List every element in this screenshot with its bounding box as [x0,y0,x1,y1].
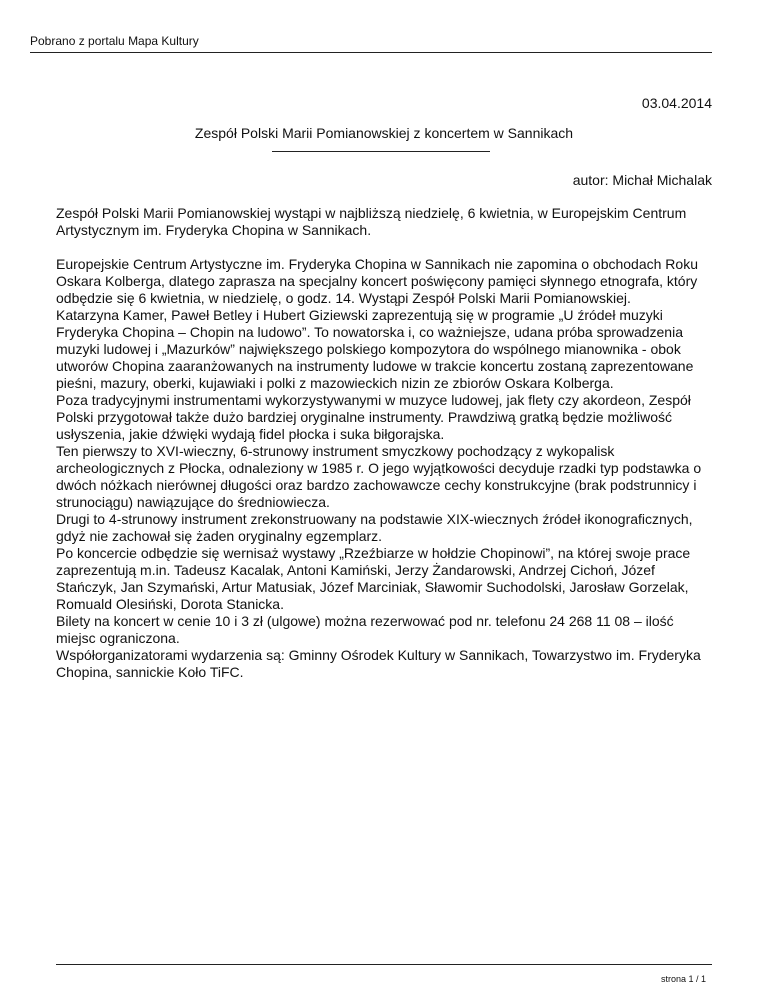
header-divider [30,52,712,53]
article-paragraph: Poza tradycyjnymi instrumentami wykorzystywanymi w muzyce ludowej, jak flety czy akordeon, Zespół Polski przygotował także dużo bardziej oryginalne instrumenty. Prawdziwą gratką będzie możliwość usłyszenia, jakie dźwięki wydają fidel płocka i suka biłgorajska. [56,392,691,442]
article-author: autor: Michał Michalak [572,172,712,188]
article-paragraph: Drugi to 4-strunowy instrument zrekonstruowany na podstawie XIX-wiecznych źródeł ikonograficznych, gdyż nie zachował się żaden oryginalny egzemplarz. [56,511,693,544]
article-paragraph: Po koncercie odbędzie się wernisaż wystawy „Rzeźbiarze w hołdzie Chopinowi”, na której swoje prace zaprezentują m.in. Tadeusz Kacalak, Antoni Kamiński, Jerzy Żandarowski, Andrzej Cichoń, Józef Stańczyk, Jan Szymański, Artur Matusiak, Józef Marciniak, Sławomir Suchodolski, Jarosław Gorzelak, Romuald Olesiński, Dorota Stanicka. [56,545,691,612]
article-paragraph: Współorganizatorami wydarzenia są: Gminny Ośrodek Kultury w Sannikach, Towarzystwo im. Fryderyka Chopina, sannickie Koło TiFC. [56,647,701,680]
article-paragraph: Ten pierwszy to XVI-wieczny, 6-strunowy instrument smyczkowy pochodzący z wykopalisk archeologicznych z Płocka, odnaleziony w 1985 r. O jego wyjątkowości decyduje rzadki typ podstawka o dwóch nóżkach nierównej długości oraz bardzo zachowawcze cechy konstrukcyjne (brak podstrunnicy i strunociągu) nawiązujące do średniowiecza. [56,443,702,510]
article-date: 03.04.2014 [641,95,712,111]
article-title: Zespół Polski Marii Pomianowskiej z koncertem w Sannikach [194,125,574,141]
article-paragraph: Bilety na koncert w cenie 10 i 3 zł (ulgowe) można rezerwować pod nr. telefonu 24 268 11 08 – ilość miejsc ograniczona. [56,613,674,646]
article-paragraph: Europejskie Centrum Artystyczne im. Fryderyka Chopina w Sannikach nie zapomina o obchodach Roku Oskara Kolberga, dlatego zaprasza na specjalny koncert poświęcony pamięci słynnego etnografa, który odbędzie się 6 kwietnia, w niedzielę, o godz. 14. Wystąpi Zespół Polski Marii Pomianowskiej. [56,256,698,306]
article-body [56,205,716,681]
footer-divider [56,964,712,965]
title-underline [272,151,490,152]
page-header-source: Pobrano z portalu Mapa Kultury [30,34,199,48]
article-lead: Zespół Polski Marii Pomianowskiej wystąpi w najbliższą niedzielę, 6 kwietnia, w Europejskim Centrum Artystycznym im. Fryderyka Chopina w Sannikach. [56,205,687,238]
page-number: strona 1 / 1 [660,974,706,984]
article-paragraph: Katarzyna Kamer, Paweł Betley i Hubert Giziewski zaprezentują się w programie „U źródeł muzyki Fryderyka Chopina – Chopin na ludowo”. To nowatorska i, co ważniejsze, udana próba sprowadzenia muzyki ludowej i „Mazurków” największego polskiego kompozytora do wspólnego mianownika - obok utworów Chopina zaaranżowanych na instrumenty ludowe w trakcie koncertu zostaną zaprezentowane pieśni, mazury, oberki, kujawiaki i polki z mazowieckich nizin ze zbiorów Oskara Kolberga. [56,307,694,391]
